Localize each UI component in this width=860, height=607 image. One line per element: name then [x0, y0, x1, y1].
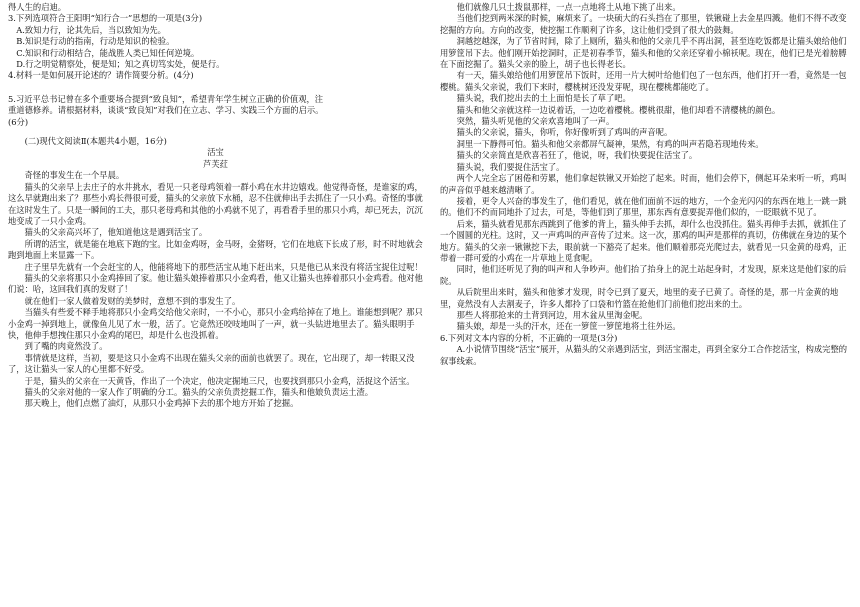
question-5-line-3: (6分)	[8, 116, 29, 127]
question-3-option-b: B.知识是行动的指南，行动是知识的检验。	[16, 36, 175, 47]
article-paragraph: 猫头娘，却是一头的汗水，还在一箩筐一箩筐地将土往外运。	[456, 321, 681, 332]
article-paragraph: 猫头的父亲对他的一家人作了明确的分工。猫头的父亲负责挖掘工作，猫头和他娘负责运土渣。	[24, 387, 374, 397]
article-paragraph: 猫头说，我们挖出去的土上面怕是长了草了吧。	[456, 93, 631, 104]
article-paragraph: 猫头的父亲将那只小金鸡捧回了家。他让猫头娘捧着那只小金鸡看，他又让猫头也捧着那只小金鸡看。他对他们说：哈，这回我们真的发财了！	[8, 272, 423, 295]
article-paragraph: 有一天，猫头娘给他们用箩筐吊下饭时，还用一片大树叶给他们包了一包东西，他们打开一看，竟然是一包樱桃。猫头父亲说，我们下来时，樱桃树还没发芽呢，现在樱桃都能吃了。	[440, 70, 847, 92]
article-paragraph: 两个人完全忘了困倦和劳累，他们拿起铁锹又开始挖了起来。时而，他们会停下，侧起耳朵来听一听，鸡叫的声音似乎越来越清晰了。	[440, 173, 847, 195]
article-title: 活宝	[207, 147, 224, 158]
article-paragraph: 他们就像几只土拨鼠那样，一点一点地将土从地下挑了出来。	[456, 2, 681, 12]
question-3-option-d: D.行之明觉精察处，便是知；知之真切笃实处，便是行。	[16, 59, 225, 70]
article-paragraph: 那天晚上，他们点燃了油灯，从那只小金鸡掉下去的那个地方开始了挖掘。	[24, 398, 299, 409]
question-3-option-a: A.致知力行，论其先后，当以致知为先。	[16, 24, 166, 35]
article-paragraph: 奇怪的事发生在一个早晨。	[24, 170, 125, 181]
intro-continuation: 得人生的启迪。	[8, 2, 67, 12]
article-paragraph: 猫头的父亲简直是欣喜若狂了，他说，呀，我们快要捉住活宝了。	[456, 150, 698, 161]
question-4: 4.材料一是如何展开论述的？请作简要分析。(4分)	[8, 70, 194, 81]
article-paragraph: 猫头的父亲高兴坏了，他知道他这是遇到活宝了。	[24, 227, 208, 238]
article-paragraph: 从后院里出来时，猫头和他爹才发现，时令已到了夏天，地里的麦子已黄了。奇怪的是，那一片金黄的地里，竟然没有人去割麦子，许多人都拎了口袋和竹篮在抢他们门前他们挖出来的土。	[440, 287, 839, 309]
article-paragraph: 猫头的父亲早上去庄子的水井挑水，看见一只老母鸡领着一群小鸡在水井边嬉戏。他觉得奇怪，是谁家的鸡，这么早就跑出来了？那些小鸡长得很可爱，猫头的父亲放下水桶，忍不住就伸出手去抓住了一只小鸡。奇怪的事就在这时发生了。只是一瞬间的工夫，那只老母鸡和其他的小鸡就不见了，再看看手里的那只小鸡，却已死去，沉沉地变成了一只小金鸡。	[8, 181, 423, 226]
question-3-stem: 3.下列选项符合王阳明“知行合一”思想的一项是(3分)	[8, 13, 203, 24]
article-paragraph: 突然，猫头听见他的父亲欢喜地叫了一声。	[456, 116, 615, 127]
article-paragraph: 洞里一下静得可怕。猫头和他父亲都屏气凝神，果然，有鸡的叫声若隐若现地传来。	[456, 138, 764, 149]
article-paragraph: 到了嘴的肉竟然没了。	[24, 341, 108, 352]
article-paragraph: 猫头和他父亲就这样一边说着话，一边吃着樱桃。樱桃很甜，他们却看不清樱桃的颜色。	[456, 104, 781, 115]
question-5-line-2: 重道德修养。请根据材料，谈谈“致良知”对我们在立志、学习、实践三个方面的启示。	[8, 105, 324, 116]
article-paragraph: 所谓的活宝，就是能在地底下跑的宝。比如金鸡呀，金马呀，金猪呀，它们在地底下长成了形，时不时地就会跑到地面上来显露一下。	[8, 238, 423, 261]
article-paragraph: 庄子里早先就有一个会赶宝的人，他能将地下的那些活宝从地下赶出来，只是他已从来没有将活宝捉住过呢！	[24, 261, 423, 272]
article-paragraph: 当他们挖到两米深的时候，麻烦来了。一块硕大的石头挡在了那里，铁锹碰上去金星四溅。他们不得不改变挖掘的方向。方向的改变，使挖掘工作顺利了许多，这让他们受到了很大的鼓舞。	[440, 13, 847, 35]
question-3-option-c: C.知识和行动相结合，能战胜人类已知任何逆境。	[16, 47, 200, 58]
left-column	[8, 2, 423, 410]
question-5-line-1: 5.习近平总书记曾在多个重要场合提到“致良知”，希望青年学生树立正确的价值观，注	[8, 93, 324, 104]
article-paragraph: 事情就是这样，当初，要是这只小金鸡不出现在猫头父亲的面前也就罢了。现在，它出现了，却一转眼又没了，这让猫头一家人的心里都不好受。	[8, 352, 415, 375]
section-header: (二)现代文阅读Ⅱ(本题共4小题，16分)	[24, 136, 167, 147]
right-column	[440, 2, 852, 367]
article-paragraph: 猫头的父亲说，猫头，你听，你好像听到了鸡叫的声音呢。	[456, 127, 673, 138]
article-paragraph: 当猫头有些爱不释手地将那只小金鸡交给他父亲时，一不小心，那只小金鸡给掉在了地上。谁能想到呢？那只小金鸡一掉到地上，就像鱼儿见了水一般，活了。它竟然还咬吱地叫了一声，就一头钻进地里去了。猫头眼明手快，他伸手想拽住那只小金鸡的尾巴，却是什么也没抓着。	[8, 307, 423, 340]
article-paragraph: 后来，猫头就看见那东西跳到了他爹的背上，猫头伸手去抓，却什么也没抓住。猫头再伸手去抓，就抓住了一个圆圆的光柱。这时，又一声鸡叫的声音传了过来。这一次，那鸡的叫声是那样的真切，仿佛就在身边的某个地方。猫头的父亲一锹锹挖下去，眼前就一下豁亮了起来。他们顺着那亮光爬过去，就看见一只金黄的母鸡，正带着一群可爱的小鸡在一片草地上觅食呢。	[440, 218, 847, 263]
question-6-option-a: A.小说情节围绕“活宝”展开，从猫头的父亲遇到活宝，到活宝溜走，再到全家分工合作挖活宝，构成完整的叙事线索。	[440, 344, 848, 366]
article-paragraph: 于是，猫头的父亲在一天黄昏，作出了一个决定，他决定掘地三尺，也要找到那只小金鸡，活捉这个活宝。	[24, 375, 415, 386]
article-paragraph: 接着，更令人兴奋的事发生了，他们看见，就在他们面前不远的地方，一个金光闪闪的东西在地上一跳一跳的。他们不约而同地扑了过去，可是，等他们到了那里，那东西有意要捉弄他们似的，一眨眼就不见了。	[440, 195, 847, 218]
article-author: 芦芙荭	[203, 158, 228, 169]
article-paragraph: 同时，他们还听见了狗的叫声和人争吵声。他们抬了抬身上的泥土站起身时，才发现，原来这是他们家的后院。	[440, 264, 847, 286]
article-paragraph: 洞越挖越深，为了节省时间，除了上厕所，猫头和他的父亲几乎不再出洞，甚至连吃饭都是让猫头娘给他们用箩筐吊下去。他们刚开始挖洞时，正是初春季节，猫头和他的父亲还穿着小棉袄呢。现在，他们已是光着膀膊在下面挖掘了。猫头父亲的脸上，胡子也长得老长。	[440, 36, 847, 70]
article-paragraph: 那些人将那抢来的土背到河边，用木盆从里淘金呢。	[456, 309, 648, 320]
question-6-stem: 6.下列对文本内容的分析，不正确的一项是(3分)	[440, 332, 618, 343]
article-paragraph: 就在他们一家人做着发财的美梦时，意想不到的事发生了。	[24, 295, 241, 306]
article-paragraph: 猫头说，我们要捉住活宝了。	[456, 161, 565, 172]
